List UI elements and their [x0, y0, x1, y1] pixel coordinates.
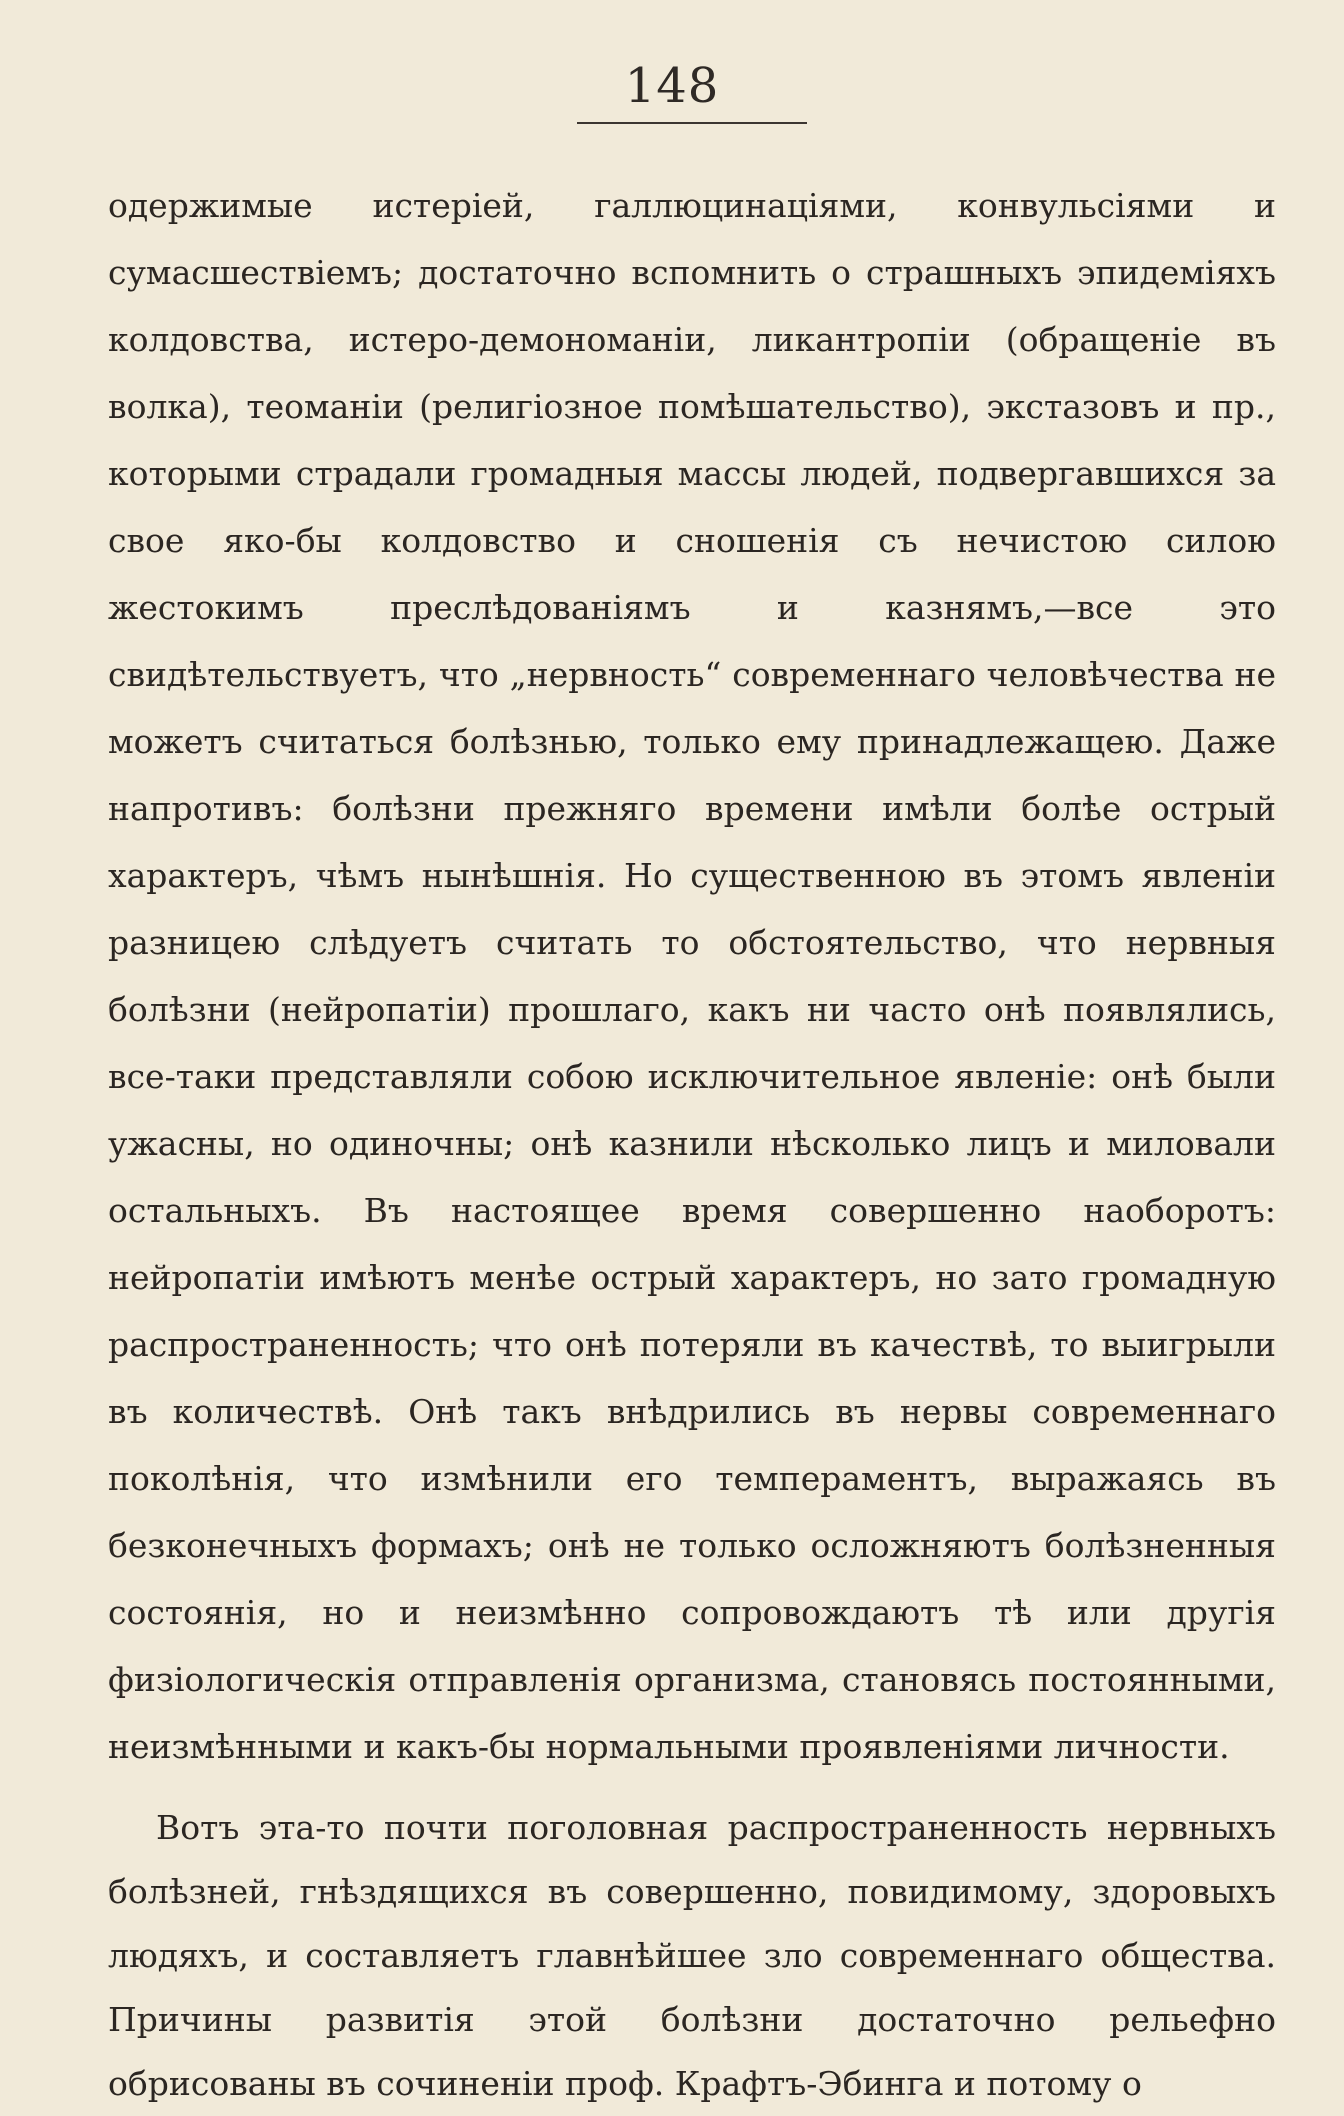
paragraph-1: одержимые истеріей, галлюцинаціями, конвульсіями и сумасшествіемъ; достаточно вспомнить о страшныхъ эпидеміяхъ колдовства, истеро-демономаніи, ликантропіи (обращеніе въ волка), теоманіи (религіозное помѣшательство), экстазовъ и пр., которыми страдали громадныя массы людей, подвергавшихся за свое яко-бы колдовство и сношенія съ нечистою силою жестокимъ преслѣдованіямъ и казнямъ,—все это свидѣтельствуетъ, что „нервность“ современнаго человѣчества не можетъ считаться болѣзнью, только ему принадлежащею. Даже напротивъ: болѣзни прежняго времени имѣли болѣе острый характеръ, чѣмъ нынѣшнія. Но существенною въ этомъ явленіи разницею слѣдуетъ считать то обстоятельство, что нервныя болѣзни (нейропатіи) прошлаго, какъ ни часто онѣ появлялись, все-таки представляли собою исключительное явленіе: онѣ были ужасны, но одиночны; онѣ казнили нѣсколько лицъ и миловали остальныхъ. Въ настоящее время совершенно наоборотъ: нейропатіи имѣютъ менѣе острый характеръ, но зато громадную распространенность; что онѣ потеряли въ качествѣ, то выигрыли въ количествѣ. Онѣ такъ внѣдрились въ нервы современнаго поколѣнія, что измѣнили его темпераментъ, выражаясь въ безконечныхъ формахъ; онѣ не только осложняютъ болѣзненныя состоянія, но и неизмѣнно сопровождаютъ тѣ или другія физіологическія отправленія организма, становясь постоянными, неизмѣнными и какъ-бы нормальными проявленіями личности.: [108, 186, 1276, 1766]
body-text: [108, 172, 1276, 2116]
page-number: 148: [624, 58, 720, 114]
header-rule: [577, 122, 807, 124]
paragraph-2: Вотъ эта-то почти поголовная распространенность нервныхъ болѣзней, гнѣздящихся въ совершенно, повидимому, здоровыхъ людяхъ, и составляетъ главнѣйшее зло современнаго общества. Причины развитія этой болѣзни достаточно рельефно обрисованы въ сочиненіи проф. Крафтъ-Эбинга и потому о: [108, 1808, 1276, 2103]
